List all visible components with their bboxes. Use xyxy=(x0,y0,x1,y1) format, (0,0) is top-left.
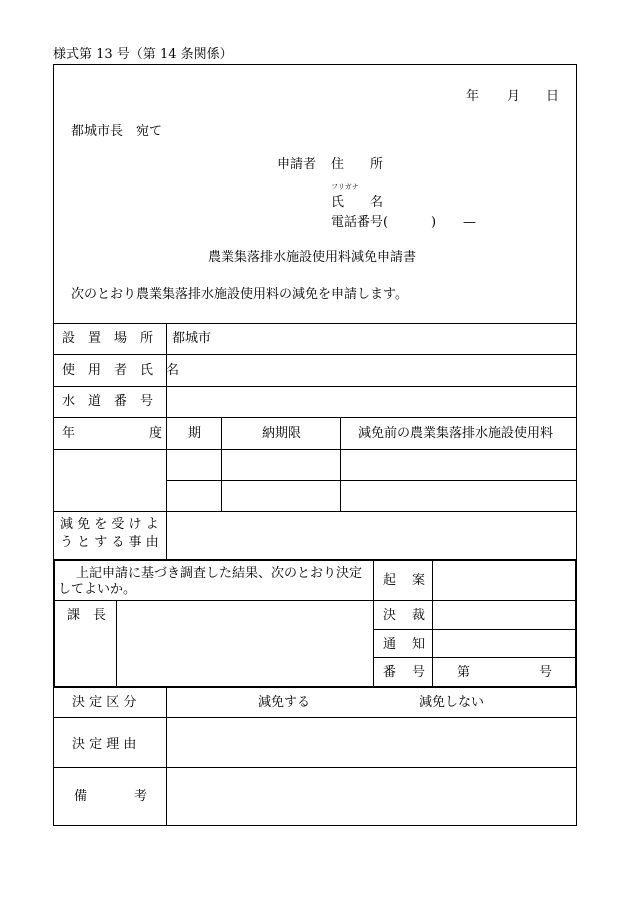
decision-option-not-exempt: 減免しない xyxy=(419,695,485,710)
col-line xyxy=(432,559,433,688)
decision-category-label: 決 定 区 分 xyxy=(72,695,137,710)
col-line xyxy=(373,559,374,688)
col-line xyxy=(166,323,167,559)
phone-close: ) xyxy=(431,215,437,230)
row-line xyxy=(53,386,577,387)
period-header: 期 xyxy=(188,426,202,441)
decision-option-exempt: 減免する xyxy=(258,695,311,710)
row-line xyxy=(53,449,577,450)
number-label-1: 番 xyxy=(383,665,397,680)
phone-dash: — xyxy=(463,215,476,230)
date-month: 月 xyxy=(507,89,521,104)
fee-header: 減免前の農業集落排水施設使用料 xyxy=(358,426,554,441)
number-label-2: 号 xyxy=(412,665,426,680)
reason-label-line1: 減 免 を 受 け よ xyxy=(60,517,159,532)
row-line xyxy=(373,657,577,658)
date-day: 日 xyxy=(546,89,560,104)
row-line xyxy=(53,767,577,768)
location-label: 設 置 場 所 xyxy=(62,331,154,346)
row-line xyxy=(53,417,577,418)
col-line xyxy=(221,417,222,511)
addressee: 都城市長 宛て xyxy=(71,124,163,139)
location-value: 都城市 xyxy=(172,331,212,346)
due-date-header: 納期限 xyxy=(262,426,302,441)
remarks-label-1: 備 xyxy=(74,789,88,804)
notice-label-2: 知 xyxy=(412,637,426,652)
statement: 次のとおり農業集落排水施設使用料の減免を申請します。 xyxy=(71,287,408,302)
row-line xyxy=(53,717,577,718)
row-line xyxy=(53,511,577,512)
office-intro-line2: してよいか。 xyxy=(58,582,137,597)
notice-label-1: 通 xyxy=(383,637,397,652)
draft-label-1: 起 xyxy=(383,573,397,588)
applicant-label: 申請者 xyxy=(277,157,317,172)
water-number-label: 水 道 番 号 xyxy=(62,394,154,409)
office-intro-line1: 上記申請に基づき調査した結果、次のとおり決定 xyxy=(76,566,363,581)
decision-reason-label: 決 定 理 由 xyxy=(72,737,137,752)
row-line xyxy=(53,354,577,355)
col-line xyxy=(340,417,341,511)
row-line xyxy=(53,323,577,324)
number-value-suffix: 号 xyxy=(539,665,553,680)
col-line xyxy=(116,600,117,688)
date-year: 年 xyxy=(466,89,480,104)
remarks-label-2: 考 xyxy=(134,789,148,804)
approval-label-2: 裁 xyxy=(412,608,426,623)
form-title: 農業集落排水施設使用料減免申請書 xyxy=(208,250,417,265)
row-line xyxy=(166,480,577,481)
name-label: 氏 名 xyxy=(331,195,384,210)
row-line xyxy=(53,600,577,601)
fiscal-year-label: 年 xyxy=(62,426,76,441)
form-number: 様式第 13 号（第 14 条関係） xyxy=(53,47,233,62)
form-frame xyxy=(53,64,577,826)
col-line xyxy=(166,688,167,826)
reason-label-line2: う と す る 事 由 xyxy=(60,535,159,550)
address-label: 住 所 xyxy=(331,157,384,172)
phone-label: 電話番号( xyxy=(331,215,389,230)
approval-label-1: 決 xyxy=(383,608,397,623)
user-name-label: 使 用 者 氏 名 xyxy=(62,363,180,378)
section-chief-label: 課 長 xyxy=(67,608,107,623)
furigana-label: フリガナ xyxy=(331,183,359,191)
fiscal-year-label-2: 度 xyxy=(149,426,163,441)
number-value-prefix: 第 xyxy=(457,665,471,680)
draft-label-2: 案 xyxy=(412,573,426,588)
row-line xyxy=(373,629,577,630)
